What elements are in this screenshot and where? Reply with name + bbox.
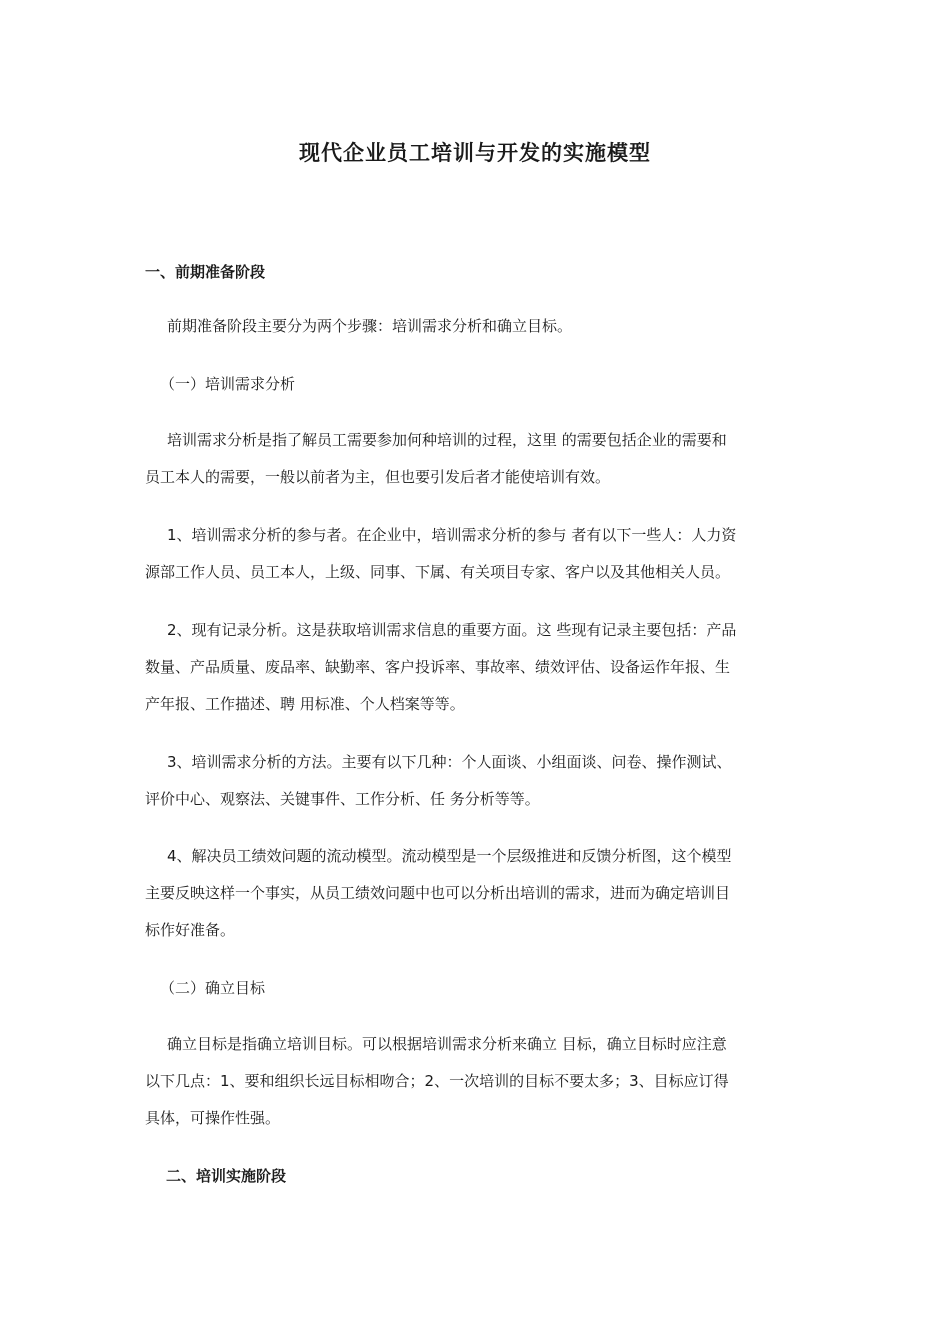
- section-heading-implementation: 二、培训实施阶段: [166, 1167, 287, 1185]
- paragraph-analysis-methods: [145, 744, 805, 818]
- paragraph-line: 1、培训需求分析的参与者。在企业中，培训需求分析的参与 者有以下一些人：人力资: [167, 526, 737, 544]
- paragraph-line: 源部工作人员、员工本人，上级、同事、下属、有关项目专家、客户以及其他相关人员。: [145, 563, 731, 581]
- paragraph-line: 以下几点：1、要和组织长远目标相吻合；2、一次培训的目标不要太多；3、目标应订得: [145, 1072, 729, 1090]
- subsection-heading-set-goals: （二）确立目标: [160, 979, 266, 997]
- paragraph-line: 评价中心、观察法、关键事件、工作分析、任 务分析等等。: [145, 790, 540, 808]
- paragraph-line: 确立目标是指确立培训目标。可以根据培训需求分析来确立 目标，确立目标时应注意: [167, 1035, 727, 1053]
- section-heading-preparation: 一、前期准备阶段: [145, 263, 266, 281]
- paragraph-line: 主要反映这样一个事实，从员工绩效问题中也可以分析出培训的需求，进而为确定培训目: [145, 884, 731, 902]
- paragraph-participants: [145, 517, 805, 591]
- paragraph-flow-model: [145, 838, 805, 949]
- paragraph-line: 前期准备阶段主要分为两个步骤：培训需求分析和确立目标。: [167, 317, 573, 335]
- paragraph-line: 数量、产品质量、废品率、缺勤率、客户投诉率、事故率、绩效评估、设备运作年报、生: [145, 658, 731, 676]
- paragraph-line: 培训需求分析是指了解员工需要参加何种培训的过程，这里 的需要包括企业的需要和: [167, 431, 727, 449]
- paragraph-line: 员工本人的需要，一般以前者为主，但也要引发后者才能使培训有效。: [145, 468, 611, 486]
- subsection-heading-needs-analysis: （一）培训需求分析: [160, 375, 296, 393]
- paragraph-set-goals: [145, 1026, 805, 1137]
- paragraph-records-analysis: [145, 612, 805, 723]
- paragraph-line: 4、解决员工绩效问题的流动模型。流动模型是一个层级推进和反馈分析图，这个模型: [167, 847, 732, 865]
- document-title: 现代企业员工培训与开发的实施模型: [299, 141, 651, 165]
- paragraph-line: 产年报、工作描述、聘 用标准、个人档案等等。: [145, 695, 465, 713]
- section-intro-paragraph: [145, 308, 805, 345]
- paragraph-needs-analysis-definition: [145, 422, 805, 496]
- paragraph-line: 2、现有记录分析。这是获取培训需求信息的重要方面。这 些现有记录主要包括：产品: [167, 621, 737, 639]
- paragraph-line: 具体，可操作性强。: [145, 1109, 281, 1127]
- paragraph-line: 标作好准备。: [145, 921, 236, 939]
- paragraph-line: 3、培训需求分析的方法。主要有以下几种：个人面谈、小组面谈、问卷、操作测试、: [167, 753, 732, 771]
